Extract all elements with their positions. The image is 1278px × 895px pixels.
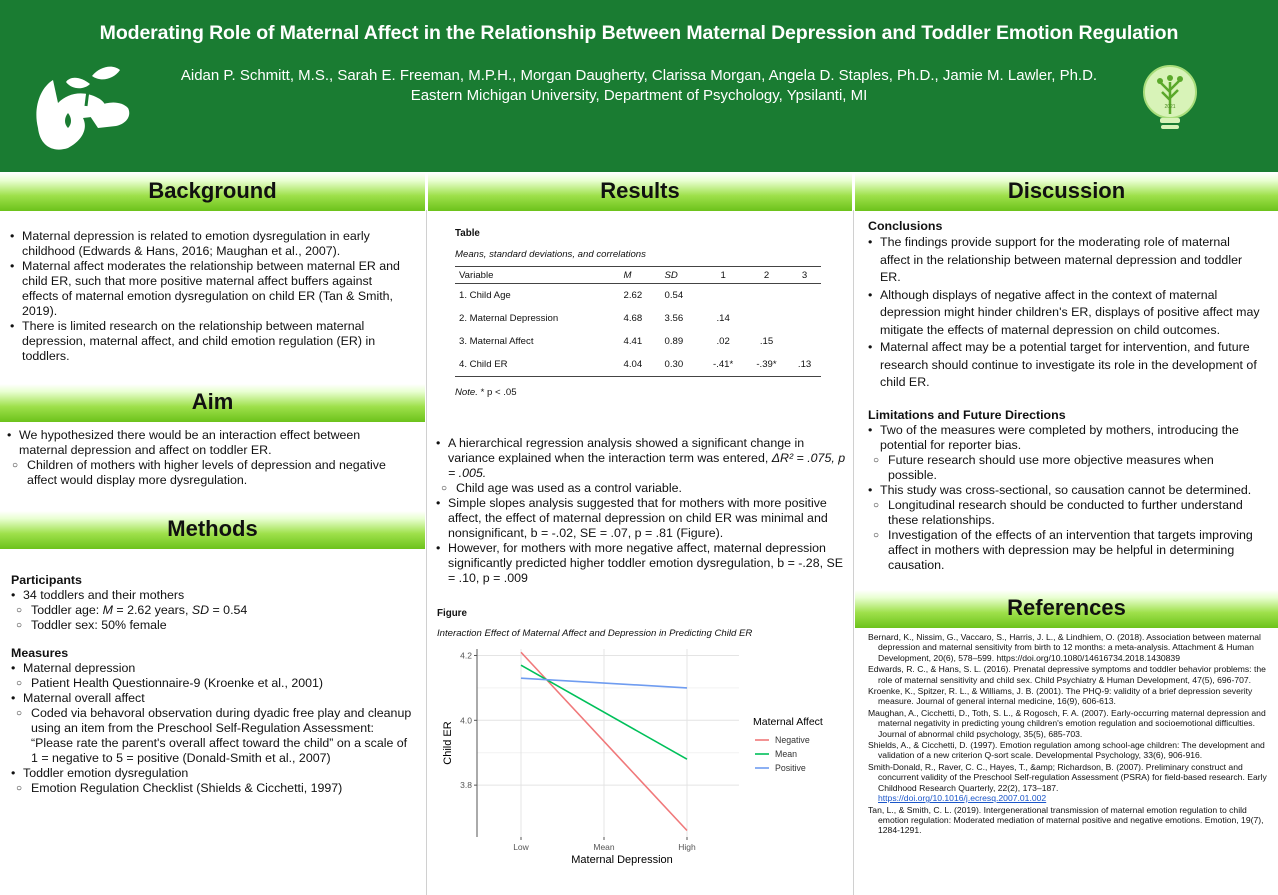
- y-axis-label: Child ER: [442, 721, 454, 765]
- aim-sub-bullet: ○ Children of mothers with higher levels of depression and negative affect would display more dysregulation.: [7, 458, 407, 488]
- table-header-cell: 2: [763, 269, 770, 281]
- results-sub-bullet: ○ Child age was used as a control variable.: [436, 481, 848, 496]
- limitations-heading: Limitations and Future Directions: [868, 407, 1066, 422]
- interaction-line-chart: [437, 645, 842, 875]
- table-header-cell: SD: [664, 269, 678, 281]
- chart-legend: [755, 735, 810, 773]
- table-header-cell: Variable: [459, 269, 494, 281]
- table-cell: 4. Child ER: [459, 359, 508, 370]
- reference-item: Maughan, A., Cicchetti, D., Toth, S. L., & Rogosch, F. A. (2007). Early-occurring maternal depression and maternal negativity in predicting young children's emotion regulation and socioemotional difficulties. Journal of abnormal child psychology, 35(5), 685-703.: [868, 707, 1266, 739]
- table-label: Table: [455, 228, 480, 239]
- methods-heading: Methods: [0, 511, 425, 549]
- table-cell: 3. Maternal Affect: [459, 336, 534, 347]
- table-cell: 4.41: [623, 336, 643, 347]
- table-cell: 3.56: [664, 313, 684, 324]
- table-title: Means, standard deviations, and correlations: [455, 249, 646, 260]
- measure-bullet: • Maternal depression: [11, 661, 416, 676]
- reference-doi-link[interactable]: https://doi.org/10.1016/j.ecresq.2007.01.002: [878, 793, 1047, 804]
- author-list: Aidan P. Schmitt, M.S., Sarah E. Freeman, M.P.H., Morgan Daugherty, Clarissa Morgan, Angela D. Staples, Ph.D., Jamie M. Lawler, Ph.D.: [180, 67, 1098, 84]
- limitation-bullet: • This study was cross-sectional, so causation cannot be determined.: [868, 483, 1260, 498]
- limitation-sub-bullet: ○ Longitudinal research should be conducted to further understand these relationships.: [868, 498, 1260, 528]
- x-tick-label: High: [678, 842, 696, 852]
- y-tick-label: 4.0: [460, 715, 472, 726]
- results-stat: ΔR² = .075, p = .005.: [448, 451, 846, 480]
- reference-item: Bernard, K., Nissim, G., Vaccaro, S., Harris, J. L., & Lindhiem, O. (2018). Association between maternal depression and maternal sensitivity from birth to 12 months: a meta-analysis. Attachment & Human Development, 20(6), 578–599. https://doi.org/10.1080/14616734.2018.1430839: [868, 632, 1261, 663]
- x-tick-label: Mean: [593, 842, 615, 852]
- toddler-sex-item: ○ Toddler sex: 50% female: [11, 618, 416, 633]
- aim-heading: Aim: [0, 384, 425, 422]
- table-cell: .13: [797, 359, 812, 370]
- references-list: [868, 632, 1268, 837]
- table-cell: 4.04: [623, 359, 643, 370]
- measure-sub-bullet: ○ Patient Health Questionnaire-9 (Kroenke et al., 2001): [11, 676, 416, 691]
- discussion-content: [868, 219, 1260, 573]
- conclusion-bullet: • Maternal affect may be a potential target for intervention, and future research should continue to investigate its role in the development of child ER.: [868, 339, 1260, 392]
- table-cell: [701, 284, 744, 308]
- results-content: [436, 436, 848, 586]
- table-row: [455, 330, 821, 353]
- table-note: [455, 387, 825, 398]
- table-note-text: * p < .05: [477, 387, 517, 398]
- plot-background: [477, 649, 739, 837]
- results-bullet: • Simple slopes analysis suggested that for mothers with more positive affect, the effect of maternal depression on child ER was minimal and nonsignificant, b = -.02, SE = .07, p = .81 (Figure).: [436, 496, 848, 541]
- conclusions-heading: Conclusions: [868, 219, 943, 233]
- conclusion-bullet: • Although displays of negative affect in the context of maternal depression might hinder children's ER, displays of positive affect may mitigate the effects of maternal depression on child outcomes.: [868, 287, 1260, 340]
- table-cell: 0.30: [664, 359, 684, 370]
- table-cell: -.41*: [712, 359, 734, 370]
- table-cell: 4.68: [623, 313, 643, 324]
- legend-title: Maternal Affect: [753, 716, 823, 728]
- results-table-block: [455, 228, 825, 398]
- age-pre-text: Toddler age:: [31, 603, 103, 617]
- measure-sub-bullet: ○ Emotion Regulation Checklist (Shields & Cicchetti, 1997): [11, 781, 416, 796]
- background-content: [10, 229, 410, 364]
- figure-label: Figure: [437, 608, 467, 619]
- affiliation: Eastern Michigan University, Department of Psychology, Ypsilanti, MI: [410, 87, 868, 104]
- table-cell: -.39*: [756, 359, 777, 370]
- reference-item: Kroenke, K., Spitzer, R. L., & Williams, J. B. (2001). The PHQ‐9: validity of a brief depression severity measure. Journal of general internal medicine, 16(9), 606-613.: [868, 686, 1253, 707]
- table-cell: 1. Child Age: [459, 290, 511, 301]
- methods-content: [11, 573, 416, 796]
- background-bullet: • Maternal affect moderates the relationship between maternal ER and child ER, such that more positive maternal affect buffers against effects of maternal emotion dysregulation on child ER (Tan & Smith, 2019).: [10, 259, 410, 319]
- table-cell: .02: [716, 336, 730, 347]
- table-header-row: [455, 267, 821, 284]
- table-cell: [788, 307, 821, 330]
- table-header-cell: 3: [801, 269, 808, 281]
- reference-item: Tan, L., & Smith, C. L. (2019). Intergenerational transmission of maternal emotion regulation to child emotion regulation: Moderated mediation of maternal positive and negative emotions. Emotion, 19(7), 1284-1291.: [868, 804, 1264, 836]
- measure-sub-bullet: ○ Coded via behavoral observation during dyadic free play and cleanup using an item from the Preschool Self-Regulation Assessment: “Please rate the parent's overall affect toward the child” on a scale of 1 = negative to 5 = positive (Donald-Smith et al., 2007): [11, 706, 416, 766]
- table-cell: 2. Maternal Depression: [459, 313, 559, 324]
- conclusion-bullet: • The findings provide support for the moderating role of maternal affect in the relationship between maternal depression and toddler ER.: [868, 234, 1260, 287]
- background-bullet: • There is limited research on the relationship between maternal depression, maternal affect, and child emotion regulation (ER) in toddlers.: [10, 319, 410, 364]
- toddler-age-item: [11, 603, 416, 618]
- reference-item: Shields, A., & Cicchetti, D. (1997). Emotion regulation among school-age children: The development and validation of a new criterion Q-sort scale. Developmental Psychology, 33(6), 906-916.: [868, 740, 1265, 761]
- aim-content: [7, 428, 407, 488]
- logo-year: 2021: [1164, 104, 1176, 110]
- background-heading: Background: [0, 173, 425, 211]
- table-row: [455, 284, 821, 308]
- table-cell: [788, 330, 821, 353]
- column-divider-left: [426, 210, 427, 895]
- x-tick-label: Low: [513, 842, 529, 852]
- legend-label: Negative: [775, 735, 810, 745]
- poster-title: Moderating Role of Maternal Affect in the Relationship Between Maternal Depression and Toddler Emotion Regulation: [99, 22, 1179, 44]
- y-tick-label: 3.8: [460, 780, 472, 791]
- results-bullet-text: A hierarchical regression analysis showed a significant change in variance explained when the interaction term was entered,: [448, 436, 805, 465]
- figure-title: Interaction Effect of Maternal Affect and Depression in Predicting Child ER: [437, 628, 753, 639]
- table-row: [455, 307, 821, 330]
- author-block: [100, 66, 1178, 106]
- measures-heading: Measures: [11, 646, 69, 660]
- table-header-cell: M: [623, 269, 632, 281]
- table-header-cell: 1: [720, 269, 726, 281]
- results-bullet: • However, for mothers with more negative affect, maternal depression significantly predicted higher toddler emotion dysregulation, b = -.28, SE = .10, p = .009: [436, 541, 848, 586]
- table-row: [455, 353, 821, 377]
- age-mid-text: = 2.62 years,: [112, 603, 192, 617]
- legend-label: Mean: [775, 749, 798, 759]
- legend-label: Positive: [775, 763, 806, 773]
- table-cell: [745, 307, 788, 330]
- table-cell: [745, 284, 788, 308]
- limitation-sub-bullet: ○ Investigation of the effects of an intervention that targets improving affect in mothers with depression may be helpful in determining causation.: [868, 528, 1260, 573]
- measure-bullet: • Maternal overall affect: [11, 691, 416, 706]
- column-divider-right: [853, 210, 854, 895]
- participants-heading: Participants: [11, 573, 82, 587]
- poster-header: [0, 0, 1278, 172]
- table-cell: 2.62: [623, 290, 643, 301]
- age-post-text: = 0.54: [209, 603, 248, 617]
- limitation-sub-bullet: ○ Future research should use more objective measures when possible.: [868, 453, 1260, 483]
- reference-text: Smith-Donald, R., Raver, C. C., Hayes, T., &amp; Richardson, B. (2007). Preliminary construct and concurrent validity of the Preschool Self-regulation Assessment (PSRA) for field-based research. Early Childhood Research Quarterly, 22(2), 173–187.: [868, 761, 1267, 793]
- background-bullet: • Maternal depression is related to emotion dysregulation in early childhood (Edwards & Hans, 2016; Maughan et al., 2007).: [10, 229, 410, 259]
- measure-bullet: • Toddler emotion dysregulation: [11, 766, 416, 781]
- table-cell: .15: [759, 336, 774, 347]
- table-cell: 0.89: [664, 336, 684, 347]
- discussion-heading: Discussion: [855, 173, 1278, 211]
- age-sd-symbol: SD: [191, 603, 210, 617]
- results-bullet: [436, 436, 848, 481]
- table-cell: [788, 284, 821, 308]
- correlation-table: [455, 266, 821, 377]
- age-m-symbol: M: [102, 603, 113, 617]
- table-cell: 0.54: [664, 290, 684, 301]
- results-heading: Results: [428, 173, 852, 211]
- reference-item: Edwards, R. C., & Hans, S. L. (2016). Prenatal depressive symptoms and toddler behavior problems: the role of maternal sensitivity and child sex. Child Psychiatry & Human Development, 47(5), 696-707.: [868, 664, 1266, 685]
- references-heading: References: [855, 590, 1278, 628]
- aim-bullet: • We hypothesized there would be an interaction effect between maternal depression and affect on toddler ER.: [7, 428, 407, 458]
- lightbulb-tree-logo-icon: [1140, 62, 1200, 142]
- participants-bullet: • 34 toddlers and their mothers: [11, 588, 416, 603]
- x-axis-label: Maternal Depression: [571, 854, 673, 866]
- y-tick-label: 4.2: [460, 650, 472, 661]
- table-cell: .14: [716, 313, 730, 324]
- limitation-bullet: • Two of the measures were completed by mothers, introducing the potential for reporter bias.: [868, 423, 1260, 453]
- reference-item: [868, 762, 1268, 804]
- table-note-label: Note.: [455, 387, 478, 398]
